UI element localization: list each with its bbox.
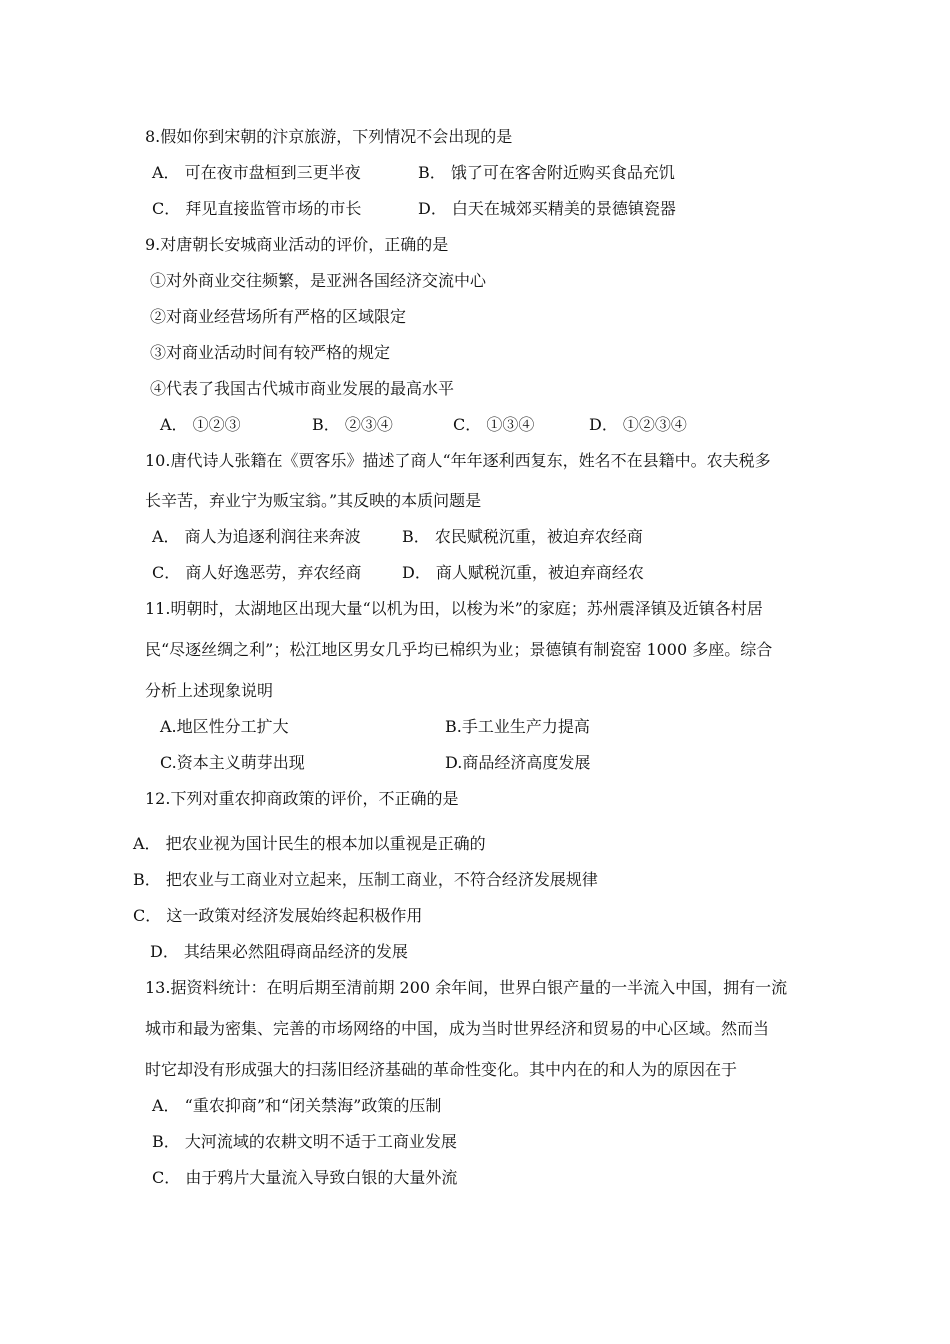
question-8-option-c: C． 拜见直接监管市场的市长 <box>152 199 362 218</box>
question-10-option-a: A． 商人为追逐利润往来奔波 <box>152 527 361 546</box>
question-9-option-d: D． ①②③④ <box>589 415 687 434</box>
question-10-stem-line-1: 10.唐代诗人张籍在《贾客乐》描述了商人“年年逐利西复东，姓名不在县籍中。农夫税多 <box>145 451 771 470</box>
question-9-option-a: A． ①②③ <box>160 415 241 434</box>
question-8-option-d: D． 白天在城郊买精美的景德镇瓷器 <box>418 199 676 218</box>
question-11-option-d: D.商品经济高度发展 <box>445 753 591 772</box>
question-9-statement-4: ④代表了我国古代城市商业发展的最高水平 <box>150 379 455 398</box>
question-11-option-c: C.资本主义萌芽出现 <box>160 753 305 772</box>
question-11-stem-line-3: 分析上述现象说明 <box>145 681 274 700</box>
question-13-option-c: C． 由于鸦片大量流入导致白银的大量外流 <box>152 1168 458 1187</box>
question-9-statement-1: ①对外商业交往频繁，是亚洲各国经济交流中心 <box>150 271 487 290</box>
question-13-stem-line-3: 时它却没有形成强大的扫荡旧经济基础的革命性变化。其中内在的和人为的原因在于 <box>145 1060 738 1079</box>
question-13-option-a: A． “重农抑商”和“闭关禁海”政策的压制 <box>152 1096 442 1115</box>
question-10-option-b: B． 农民赋税沉重，被迫弃农经商 <box>402 527 643 546</box>
question-8-option-b: B． 饿了可在客舍附近购买食品充饥 <box>418 163 675 182</box>
question-12-option-a: A． 把农业视为国计民生的根本加以重视是正确的 <box>133 834 486 853</box>
question-13-option-b: B． 大河流域的农耕文明不适于工商业发展 <box>152 1132 457 1151</box>
question-12-option-d: D． 其结果必然阻碍商品经济的发展 <box>150 942 408 961</box>
question-9-option-b: B． ②③④ <box>312 415 393 434</box>
question-8-option-a: A． 可在夜市盘桓到三更半夜 <box>152 163 361 182</box>
question-10-option-d: D． 商人赋税沉重，被迫弃商经农 <box>402 563 644 582</box>
question-11-stem-line-1: 11.明朝时，太湖地区出现大量“以机为田，以梭为米”的家庭；苏州震泽镇及近镇各村居 <box>145 599 763 618</box>
question-13-stem-line-2: 城市和最为密集、完善的市场网络的中国，成为当时世界经济和贸易的中心区域。然而当 <box>145 1019 770 1038</box>
question-10-stem-line-2: 长辛苦，弃业宁为贩宝翁。”其反映的本质问题是 <box>145 491 482 510</box>
question-9-statement-2: ②对商业经营场所有严格的区域限定 <box>150 307 407 326</box>
question-11-option-a: A.地区性分工扩大 <box>160 717 289 736</box>
question-11-option-b: B.手工业生产力提高 <box>445 717 590 736</box>
question-12-option-b: B． 把农业与工商业对立起来，压制工商业，不符合经济发展规律 <box>133 870 598 889</box>
question-10-option-c: C． 商人好逸恶劳，弃农经商 <box>152 563 362 582</box>
question-13-stem-line-1: 13.据资料统计：在明后期至清前期 200 余年间，世界白银产量的一半流入中国，拥有一流 <box>145 978 788 997</box>
question-11-stem-line-2: 民“尽逐丝绸之利”；松江地区男女几乎均已棉织为业；景德镇有制瓷窑 1000 多座。综合 <box>145 640 773 659</box>
question-9-stem: 9.对唐朝长安城商业活动的评价，正确的是 <box>145 235 449 254</box>
question-8-stem: 8.假如你到宋朝的汴京旅游，下列情况不会出现的是 <box>145 127 513 146</box>
question-9-option-c: C． ①③④ <box>453 415 535 434</box>
question-12-option-c: C． 这一政策对经济发展始终起积极作用 <box>133 906 423 925</box>
question-12-stem: 12.下列对重农抑商政策的评价，不正确的是 <box>145 789 459 808</box>
question-9-statement-3: ③对商业活动时间有较严格的规定 <box>150 343 391 362</box>
